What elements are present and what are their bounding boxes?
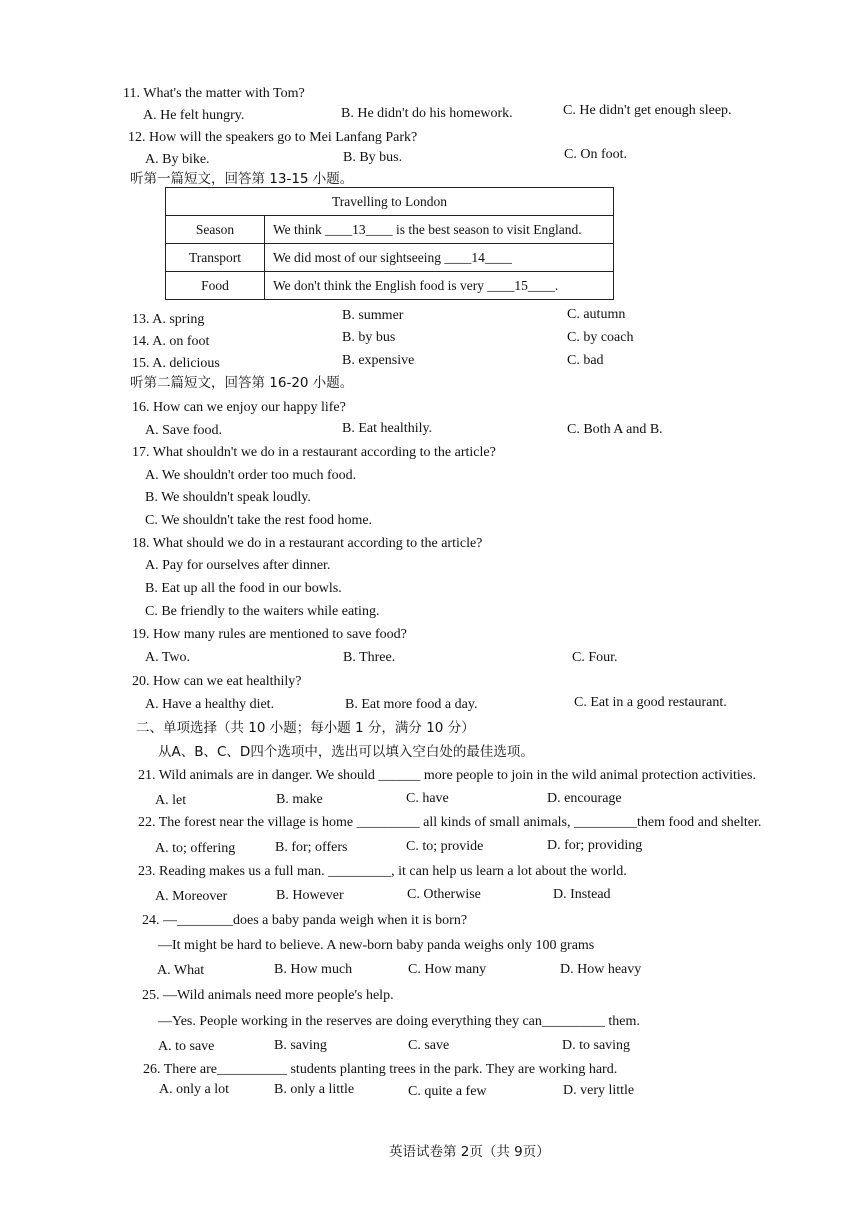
option-20a: A. Have a healthy diet. [145, 697, 275, 712]
option-21a: A. let [155, 793, 187, 808]
question-26: 26. There are__________ students planting trees in the park. They are working hard. [143, 1062, 618, 1077]
table-title: Travelling to London [166, 188, 614, 216]
question-25: 25. —Wild animals need more people's help. [142, 988, 394, 1003]
option-20c: C. Eat in a good restaurant. [574, 695, 727, 710]
question-21: 21. Wild animals are in danger. We should ______ more people to join in the wild animal protection activities. [138, 768, 756, 783]
option-16c: C. Both A and B. [567, 422, 663, 437]
question-22: 22. The forest near the village is home _________ all kinds of small animals, _________them food and shelter. [138, 815, 762, 830]
passage1-heading: 听第一篇短文，回答第 13-15 小题。 [130, 171, 354, 187]
option-22d: D. for; providing [547, 838, 643, 853]
option-26b: B. only a little [274, 1082, 355, 1097]
table-row [166, 272, 614, 300]
option-19b: B. Three. [343, 650, 396, 665]
question-18: 18. What should we do in a restaurant according to the article? [132, 536, 483, 551]
option-13b: B. summer [342, 308, 404, 323]
row-text-season: We think ____13____ is the best season to visit England. [265, 216, 614, 244]
option-25a: A. to save [158, 1039, 215, 1054]
option-25b: B. saving [274, 1038, 327, 1053]
row-label-transport: Transport [166, 244, 265, 272]
option-18b: B. Eat up all the food in our bowls. [145, 581, 342, 596]
option-23a: A. Moreover [155, 889, 228, 904]
row-label-food: Food [166, 272, 265, 300]
option-14b: B. by bus [342, 330, 396, 345]
question-13: 13. A. spring [132, 312, 205, 327]
question-15: 15. A. delicious [132, 356, 220, 371]
question-14: 14. A. on foot [132, 334, 210, 349]
option-26c: C. quite a few [408, 1084, 487, 1099]
option-24b: B. How much [274, 962, 353, 977]
option-15c: C. bad [567, 353, 604, 368]
question-23: 23. Reading makes us a full man. _________, it can help us learn a lot about the world. [138, 864, 627, 879]
option-26a: A. only a lot [159, 1082, 229, 1097]
question-25-line2: —Yes. People working in the reserves are doing everything they can_________ them. [158, 1014, 640, 1029]
question-20: 20. How can we eat healthily? [132, 674, 302, 689]
option-16b: B. Eat healthily. [342, 421, 433, 436]
option-24c: C. How many [408, 962, 487, 977]
section2-heading: 二、单项选择（共 10 小题；每小题 1 分，满分 10 分） [136, 720, 475, 736]
question-24: 24. —________does a baby panda weigh when it is born? [142, 913, 468, 928]
option-12b: B. By bus. [343, 150, 403, 165]
option-25c: C. save [408, 1038, 450, 1053]
question-11: 11. What's the matter with Tom? [123, 86, 305, 101]
option-24d: D. How heavy [560, 962, 642, 977]
option-22a: A. to; offering [155, 841, 236, 856]
option-25d: D. to saving [562, 1038, 631, 1053]
option-22c: C. to; provide [406, 839, 484, 854]
table-row [166, 244, 614, 272]
option-26d: D. very little [563, 1083, 635, 1098]
option-12c: C. On foot. [564, 147, 627, 162]
table-row [166, 216, 614, 244]
option-16a: A. Save food. [145, 423, 222, 438]
option-19a: A. Two. [145, 650, 191, 665]
option-21b: B. make [276, 792, 323, 807]
row-text-transport: We did most of our sightseeing ____14____ [265, 244, 614, 272]
option-18a: A. Pay for ourselves after dinner. [145, 558, 331, 573]
option-11a: A. He felt hungry. [143, 108, 245, 123]
travel-table [165, 187, 614, 300]
option-14c: C. by coach [567, 330, 634, 345]
option-23b: B. However [276, 888, 344, 903]
option-17b: B. We shouldn't speak loudly. [145, 490, 311, 505]
option-17c: C. We shouldn't take the rest food home. [145, 513, 373, 528]
passage2-heading: 听第二篇短文，回答第 16-20 小题。 [130, 375, 354, 391]
option-22b: B. for; offers [275, 840, 348, 855]
option-17a: A. We shouldn't order too much food. [145, 468, 357, 483]
option-13c: C. autumn [567, 307, 626, 322]
question-19: 19. How many rules are mentioned to save food? [132, 627, 407, 642]
option-11c: C. He didn't get enough sleep. [563, 103, 732, 118]
section2-instruction: 从A、B、C、D四个选项中，选出可以填入空白处的最佳选项。 [158, 744, 534, 760]
option-15b: B. expensive [342, 353, 415, 368]
page-footer: 英语试卷第 2页（共 9页） [389, 1144, 550, 1160]
option-21c: C. have [406, 791, 449, 806]
option-12a: A. By bike. [145, 152, 210, 167]
question-17: 17. What shouldn't we do in a restaurant according to the article? [132, 445, 496, 460]
row-text-food: We don't think the English food is very ____15____. [265, 272, 614, 300]
option-23d: D. Instead [553, 887, 611, 902]
option-23c: C. Otherwise [407, 887, 481, 902]
option-19c: C. Four. [572, 650, 618, 665]
option-24a: A. What [157, 963, 205, 978]
option-18c: C. Be friendly to the waiters while eating. [145, 604, 380, 619]
question-16: 16. How can we enjoy our happy life? [132, 400, 346, 415]
option-20b: B. Eat more food a day. [345, 697, 478, 712]
question-12: 12. How will the speakers go to Mei Lanfang Park? [128, 130, 418, 145]
row-label-season: Season [166, 216, 265, 244]
option-11b: B. He didn't do his homework. [341, 106, 513, 121]
question-24-line2: —It might be hard to believe. A new-born baby panda weighs only 100 grams [158, 938, 595, 953]
option-21d: D. encourage [547, 791, 622, 806]
